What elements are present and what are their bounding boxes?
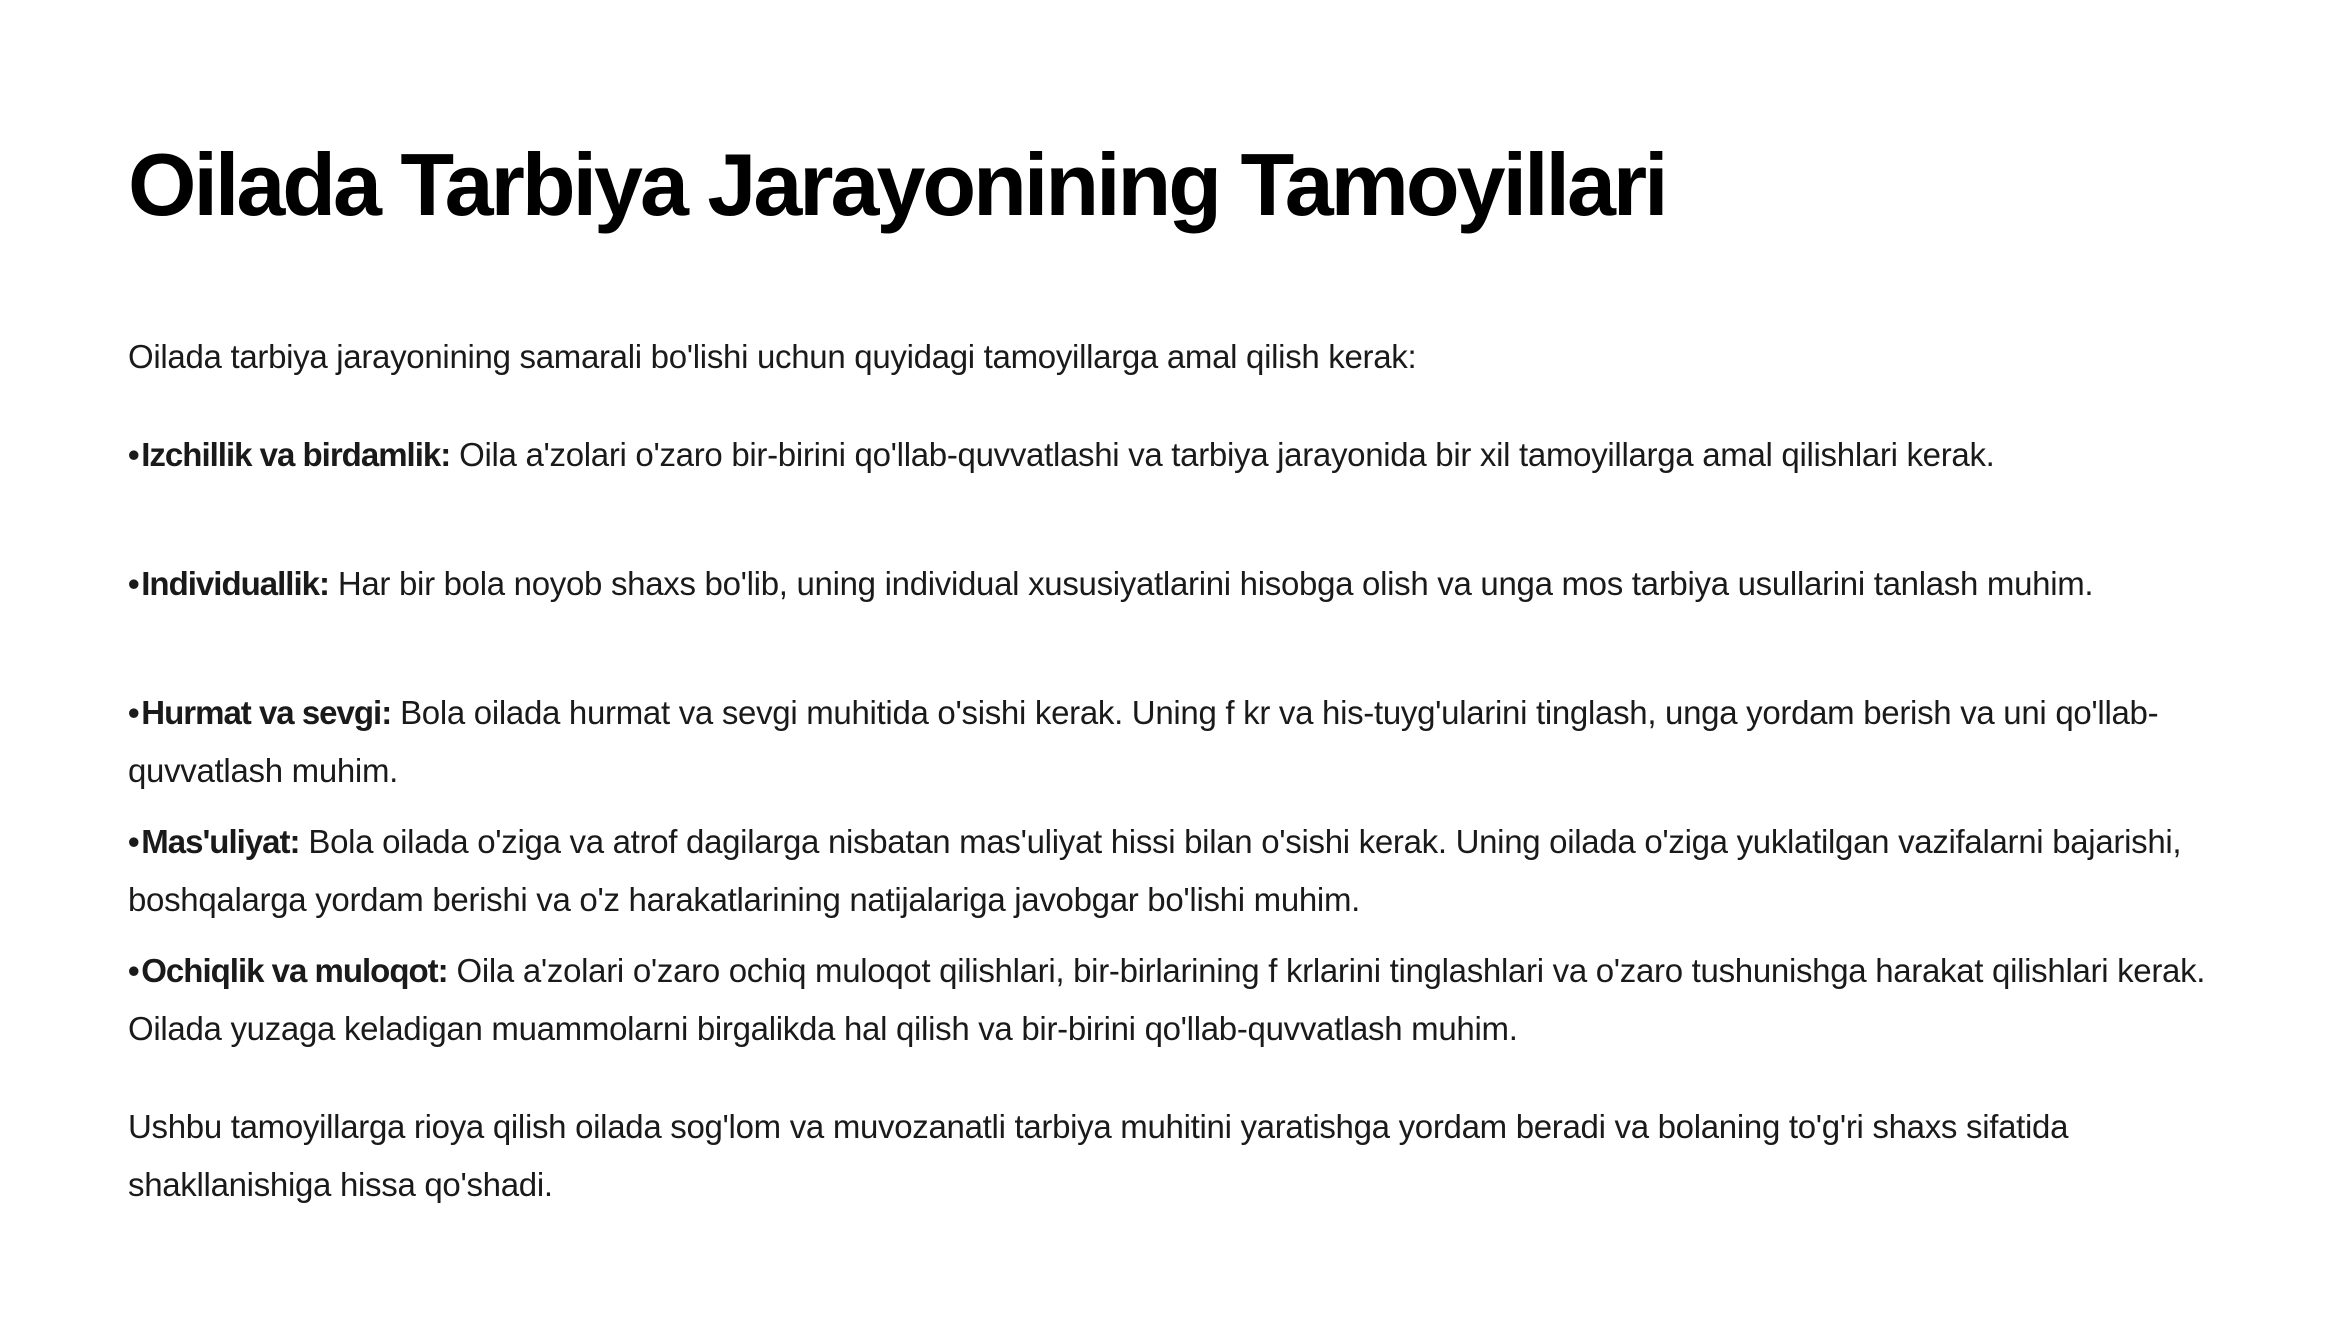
- principle-term: Mas'uliyat:: [141, 823, 300, 860]
- bullet-dot-icon: •: [128, 694, 140, 731]
- list-item: [128, 684, 2238, 800]
- principles-list: [128, 426, 2238, 1058]
- principle-term: Izchillik va birdamlik:: [141, 436, 451, 473]
- principle-description: Bola oilada o'ziga va atrof dagilarga nisbatan mas'uliyat hissi bilan o'sishi kerak. Uning oilada o'ziga yuklatilgan vazifalarni bajarishi, boshqalarga yordam berishi va o'z harakatlarining natijalariga javobgar bo'lishi muhim.: [128, 823, 2182, 918]
- slide-content: [128, 120, 2238, 1214]
- principle-term: Individuallik:: [141, 565, 329, 602]
- principle-description: Oila a'zolari o'zaro ochiq muloqot qilishlari, bir-birlarining f krlarini tinglashlari va o'zaro tushunishga harakat qilishlari kerak. Oilada yuzaga keladigan muammolarni birgalikda hal qilish va bir-birini qo'llab-quvvatlash muhim.: [128, 952, 2206, 1047]
- intro-paragraph: Oilada tarbiya jarayonining samarali bo'lishi uchun quyidagi tamoyillarga amal qilish kerak:: [128, 338, 1417, 375]
- principle-term: Ochiqlik va muloqot:: [141, 952, 448, 989]
- bullet-dot-icon: •: [128, 565, 140, 602]
- bullet-dot-icon: •: [128, 436, 140, 473]
- conclusion-paragraph: Ushbu tamoyillarga rioya qilish oilada sog'lom va muvozanatli tarbiya muhitini yaratishga yordam beradi va bolaning to'g'ri shaxs sifatida shakllanishiga hissa qo'shadi.: [128, 1108, 2069, 1203]
- list-item: [128, 426, 2238, 484]
- list-item: [128, 813, 2238, 929]
- principle-description: Oila a'zolari o'zaro bir-birini qo'llab-quvvatlashi va tarbiya jarayonida bir xil tamoyillarga amal qilishlari kerak.: [450, 436, 1995, 473]
- bullet-dot-icon: •: [128, 823, 140, 860]
- list-item: [128, 942, 2238, 1058]
- list-item: [128, 555, 2238, 613]
- principle-description: Bola oilada hurmat va sevgi muhitida o'sishi kerak. Uning f kr va his-tuyg'ularini tinglash, unga yordam berish va uni qo'llab-quvvatlash muhim.: [128, 694, 2159, 789]
- principle-term: Hurmat va sevgi:: [141, 694, 392, 731]
- slide-title: Oilada Tarbiya Jarayonining Tamoyillari: [128, 135, 1666, 234]
- principle-description: Har bir bola noyob shaxs bo'lib, uning individual xususiyatlarini hisobga olish va unga mos tarbiya usullarini tanlash muhim.: [328, 565, 2094, 602]
- bullet-dot-icon: •: [128, 952, 140, 989]
